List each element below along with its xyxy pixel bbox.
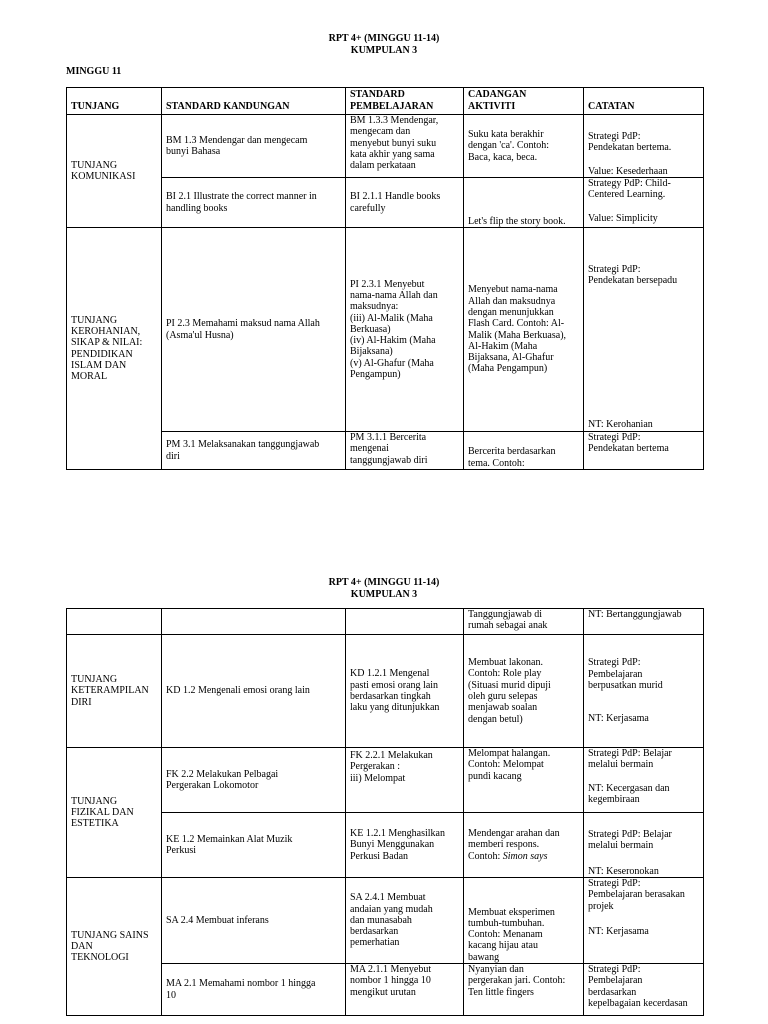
catatan-value: Value: Simplicity: [588, 212, 658, 224]
catatan-cell: [584, 635, 704, 748]
aktiviti-cell: Membuat lakonan. Contoh: Role play (Situasi murid dipuji oleh guru selepas menjawab soalan dengan betul): [464, 635, 584, 748]
kandungan-cell: PM 3.1 Melaksanakan tanggungjawab diri: [162, 432, 346, 470]
catatan-cell: Strategi PdP: Pendekatan bertema: [584, 432, 704, 470]
tunjang-cell: TUNJANG FIZIKAL DAN ESTETIKA: [67, 748, 162, 878]
pembelajaran-cell: PI 2.3.1 Menyebut nama-nama Allah dan maksudnya: (iii) Al-Malik (Maha Berkuasa) (iv) Al-Hakim (Maha Bijaksana) (v) Al-Ghafur (Maha Pengampun): [346, 228, 464, 432]
catatan-cell: [584, 115, 704, 178]
kandungan-cell: BM 1.3 Mendengar dan mengecam bunyi Bahasa: [162, 115, 346, 178]
table-row: [67, 748, 704, 813]
catatan-cell: [584, 748, 704, 813]
tunjang-cell: [67, 609, 162, 635]
pembelajaran-cell: SA 2.4.1 Membuat andaian yang mudah dan munasabah berdasarkan pemerhatian: [346, 878, 464, 964]
aktiviti-cell: Membuat eksperimen tumbuh-tumbuhan. Contoh: Menanam kacang hijau atau bawang: [464, 878, 584, 964]
column-header-catatan: CATATAN: [584, 88, 704, 115]
table-row: [67, 878, 704, 964]
lesson-plan-table-2: [66, 608, 704, 1016]
column-header-tunjang: TUNJANG: [67, 88, 162, 115]
pembelajaran-cell: KD 1.2.1 Mengenal pasti emosi orang lain berdasarkan tingkah laku yang ditunjukkan: [346, 635, 464, 748]
table-row: [67, 228, 704, 432]
aktiviti-cell: [464, 813, 584, 878]
kandungan-cell: KE 1.2 Memainkan Alat Muzik Perkusi: [162, 813, 346, 878]
catatan-cell: NT: Bertanggungjawab: [584, 609, 704, 635]
tunjang-cell: TUNJANG KOMUNIKASI: [67, 115, 162, 228]
document-title: RPT 4+ (MINGGU 11-14): [328, 33, 440, 44]
aktiviti-example: Simon says: [502, 850, 548, 862]
catatan-cell: Strategi PdP: Pembelajaran berdasarkan kepelbagaian kecerdasan: [584, 964, 704, 1016]
column-header-kandungan: STANDARD KANDUNGAN: [162, 88, 346, 115]
aktiviti-cell: Melompat halangan. Contoh: Melompat pundi kacang: [464, 748, 584, 813]
aktiviti-cell: Bercerita berdasarkan tema. Contoh:: [464, 432, 584, 470]
kandungan-cell: [162, 609, 346, 635]
tunjang-cell: TUNJANG KEROHANIAN, SIKAP & NILAI: PENDIDIKAN ISLAM DAN MORAL: [67, 228, 162, 470]
aktiviti-cell: Tanggungjawab di rumah sebagai anak: [464, 609, 584, 635]
catatan-strategy: Strategi PdP: Pembelajaran berasakan projek: [588, 878, 685, 912]
column-header-aktiviti: CADANGAN AKTIVITI: [464, 88, 584, 115]
catatan-cell: [584, 878, 704, 964]
catatan-strategy: Strategi PdP: Pendekatan bersepadu: [588, 264, 678, 287]
aktiviti-cell: Let's flip the story book.: [464, 178, 584, 228]
table-row: [67, 432, 704, 470]
tunjang-cell: TUNJANG SAINS DAN TEKNOLOGI: [67, 878, 162, 1016]
kandungan-cell: FK 2.2 Melakukan Pelbagai Pergerakan Lokomotor: [162, 748, 346, 813]
catatan-value: NT: Kerohanian: [588, 418, 653, 430]
catatan-value: NT: Kerjasama: [588, 925, 649, 937]
aktiviti-text: Mendengar arahan dan memberi respons. Contoh:: [468, 828, 560, 862]
aktiviti-cell: Menyebut nama-nama Allah dan maksudnya dengan menunjukkan Flash Card. Contoh: Al- Malik (Maha Berkuasa), Al-Hakim (Maha Bijaksana, Al-Ghafur (Maha Pengampun): [464, 228, 584, 432]
kandungan-cell: BI 2.1 Illustrate the correct manner in handling books: [162, 178, 346, 228]
aktiviti-cell: Suku kata berakhir dengan 'ca'. Contoh: Baca, kaca, beca.: [464, 115, 584, 178]
catatan-strategy: Strategi PdP: Belajar melalui bermain: [588, 829, 672, 852]
pembelajaran-cell: PM 3.1.1 Bercerita mengenai tanggungjawab diri: [346, 432, 464, 470]
table-row: [67, 178, 704, 228]
catatan-value: NT: Keseronokan: [588, 865, 659, 877]
tunjang-cell: TUNJANG KETERAMPILAN DIRI: [67, 635, 162, 748]
lesson-plan-table-1: [66, 87, 704, 470]
catatan-cell: [584, 178, 704, 228]
table-row: [67, 964, 704, 1016]
document-subtitle: KUMPULAN 3: [350, 45, 418, 56]
week-label: MINGGU 11: [66, 66, 122, 77]
table-header-row: [67, 88, 704, 115]
pembelajaran-cell: BI 2.1.1 Handle books carefully: [346, 178, 464, 228]
table-row: [67, 813, 704, 878]
catatan-strategy: Strategi PdP: Belajar melalui bermain: [588, 748, 672, 771]
table-row: [67, 115, 704, 178]
kandungan-cell: SA 2.4 Membuat inferans: [162, 878, 346, 964]
kandungan-cell: KD 1.2 Mengenali emosi orang lain: [162, 635, 346, 748]
catatan-strategy: Strategi PdP: Pembelajaran berpusatkan murid: [588, 657, 663, 691]
kandungan-cell: PI 2.3 Memahami maksud nama Allah (Asma'ul Husna): [162, 228, 346, 432]
pembelajaran-cell: MA 2.1.1 Menyebut nombor 1 hingga 10 mengikut urutan: [346, 964, 464, 1016]
table-row: [67, 635, 704, 748]
catatan-strategy: Strategy PdP: Child- Centered Learning.: [588, 178, 671, 201]
column-header-pembelajaran: STANDARD PEMBELAJARAN: [346, 88, 464, 115]
pembelajaran-cell: BM 1.3.3 Mendengar, mengecam dan menyebut bunyi suku kata akhir yang sama dalam perkataan: [346, 115, 464, 178]
pembelajaran-cell: FK 2.2.1 Melakukan Pergerakan : iii) Melompat: [346, 748, 464, 813]
aktiviti-cell: Nyanyian dan pergerakan jari. Contoh: Ten little fingers: [464, 964, 584, 1016]
catatan-cell: [584, 228, 704, 432]
catatan-value: Value: Kesederhaan: [588, 165, 668, 177]
catatan-cell: [584, 813, 704, 878]
table-row: [67, 609, 704, 635]
catatan-strategy: Strategi PdP: Pendekatan bertema.: [588, 131, 672, 154]
catatan-value: NT: Kerjasama: [588, 713, 649, 725]
document-title-page-2: RPT 4+ (MINGGU 11-14): [328, 577, 440, 588]
document-subtitle-page-2: KUMPULAN 3: [350, 589, 418, 600]
pembelajaran-cell: [346, 609, 464, 635]
catatan-value: NT: Kecergasan dan kegembiraan: [588, 782, 670, 805]
pembelajaran-cell: KE 1.2.1 Menghasilkan Bunyi Menggunakan Perkusi Badan: [346, 813, 464, 878]
kandungan-cell: MA 2.1 Memahami nombor 1 hingga 10: [162, 964, 346, 1016]
